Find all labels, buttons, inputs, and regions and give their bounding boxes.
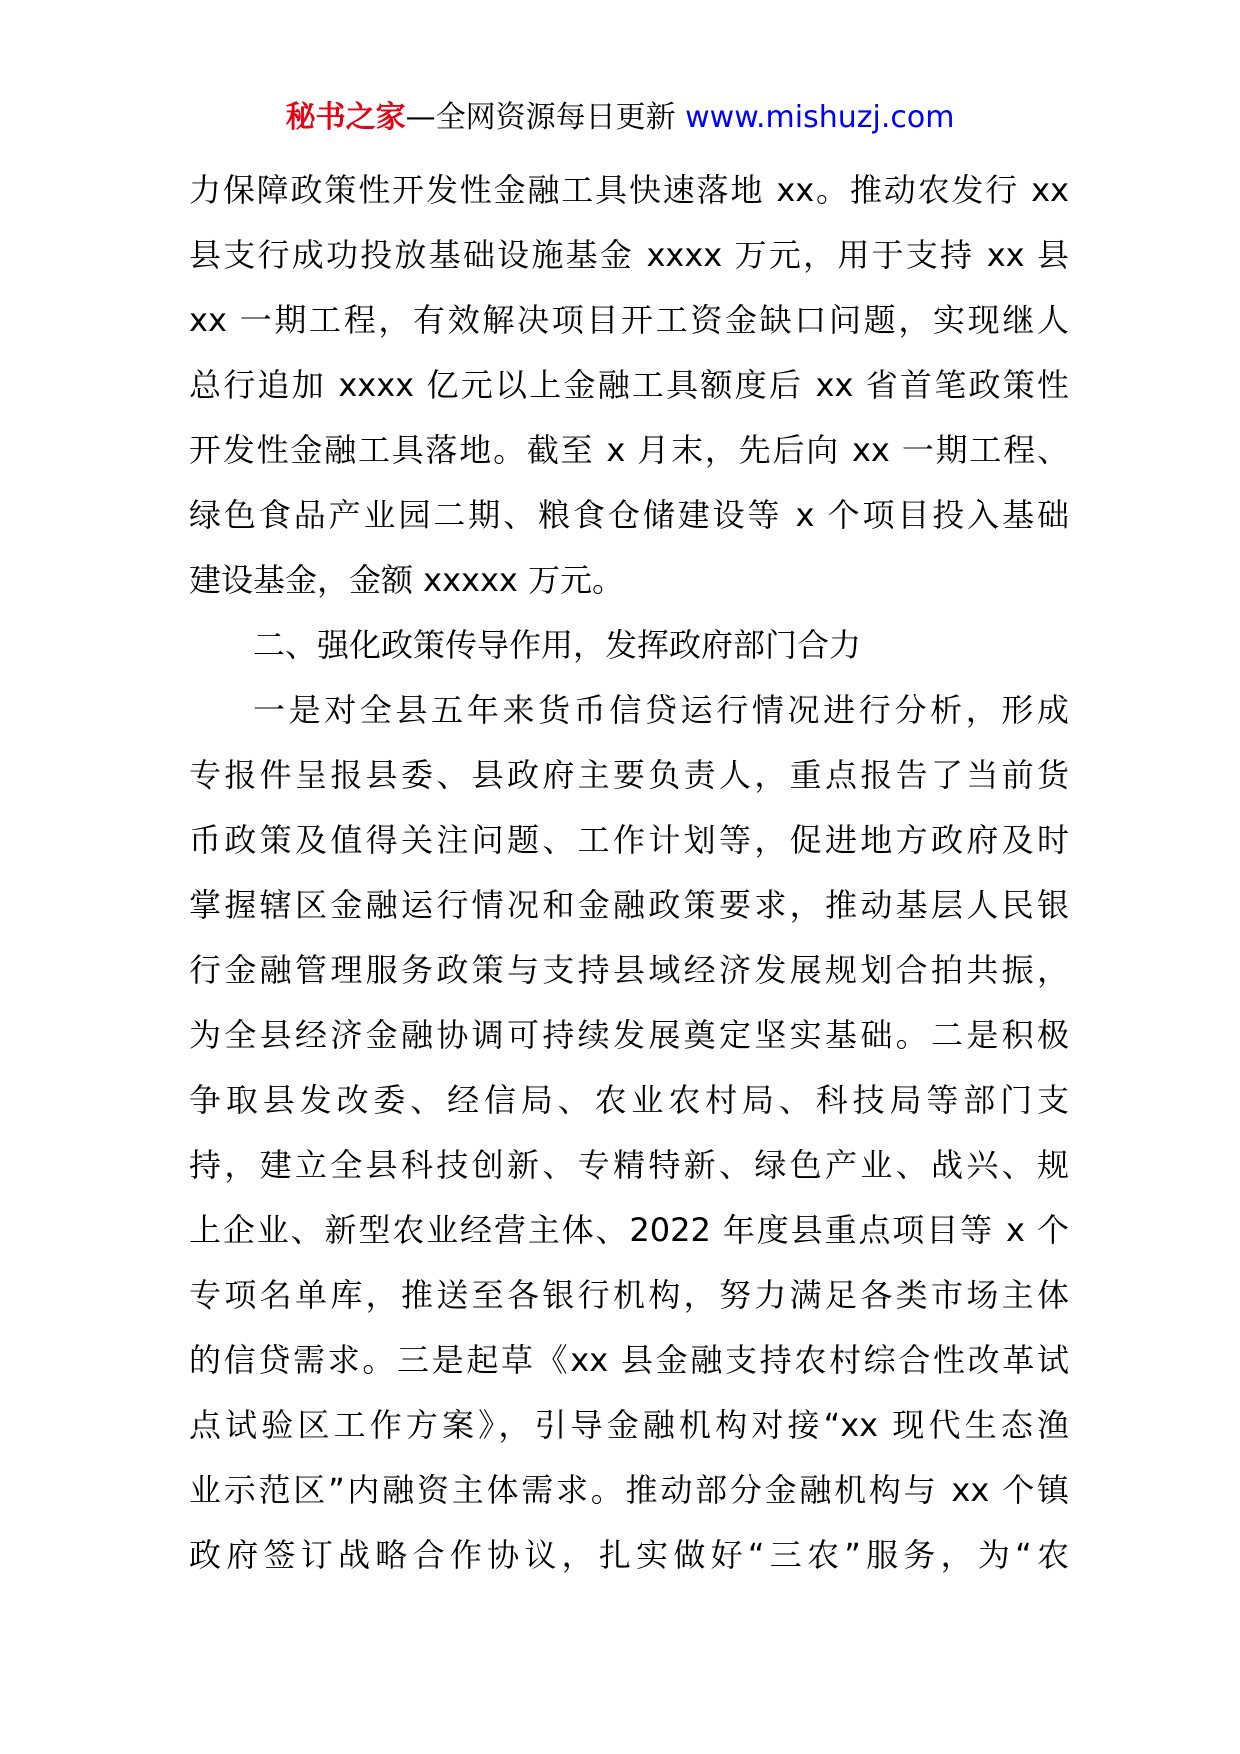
text-line: 县支行成功投放基础设施基金 xxxx 万元，用于支持 xx 县 — [189, 236, 1069, 274]
text-line: 争取县发改委、经信局、农业农村局、科技局等部门支 — [189, 1081, 1069, 1119]
text-line: 行金融管理服务政策与支持县域经济发展规划合拍共振， — [189, 951, 1069, 989]
text-line: 绿色食品产业园二期、粮食仓储建设等 x 个项目投入基础 — [189, 496, 1069, 534]
text-line: 为全县经济金融协调可持续发展奠定坚实基础。二是积极 — [189, 1016, 1069, 1054]
text-line: 上企业、新型农业经营主体、2022 年度县重点项目等 x 个 — [189, 1211, 1069, 1249]
text-line: 点试验区工作方案》，引导金融机构对接“xx 现代生态渔 — [189, 1406, 1069, 1444]
text-line: xx 一期工程，有效解决项目开工资金缺口问题，实现继人 — [189, 301, 1069, 339]
text-line: 一是对全县五年来货币信贷运行情况进行分析，形成 — [253, 691, 1069, 729]
text-line: 持，建立全县科技创新、专精特新、绿色产业、战兴、规 — [189, 1146, 1069, 1184]
brand-name: 秘书之家 — [285, 100, 406, 135]
text-line: 掌握辖区金融运行情况和金融政策要求，推动基层人民银 — [189, 886, 1069, 924]
text-line: 业示范区”内融资主体需求。推动部分金融机构与 xx 个镇 — [189, 1471, 1069, 1509]
document-body — [189, 158, 1069, 1588]
text-line: 币政策及值得关注问题、工作计划等，促进地方政府及时 — [189, 821, 1069, 859]
paragraph-2 — [189, 678, 1069, 1588]
text-line: 专项名单库，推送至各银行机构，努力满足各类市场主体 — [189, 1276, 1069, 1314]
text-line: 开发性金融工具落地。截至 x 月末，先后向 xx 一期工程、 — [189, 431, 1069, 469]
text-line: 政府签订战略合作协议，扎实做好“三农”服务，为“农 — [189, 1536, 1069, 1574]
site-header — [0, 98, 1240, 138]
text-line: 建设基金，金额 xxxxx 万元。 — [189, 561, 625, 599]
header-slogan: —全网资源每日更新 — [405, 100, 676, 135]
section-heading: 二、强化政策传导作用，发挥政府部门合力 — [253, 626, 862, 664]
text-line: 力保障政策性开发性金融工具快速落地 xx。推动农发行 xx — [189, 171, 1069, 209]
text-line: 的信贷需求。三是起草《xx 县金融支持农村综合性改革试 — [189, 1341, 1069, 1379]
text-line: 总行追加 xxxx 亿元以上金融工具额度后 xx 省首笔政策性 — [189, 366, 1069, 404]
paragraph-1 — [189, 158, 1069, 613]
text-line: 专报件呈报县委、县政府主要负责人，重点报告了当前货 — [189, 756, 1069, 794]
site-url-link[interactable]: www.mishuzj.com — [685, 100, 955, 135]
